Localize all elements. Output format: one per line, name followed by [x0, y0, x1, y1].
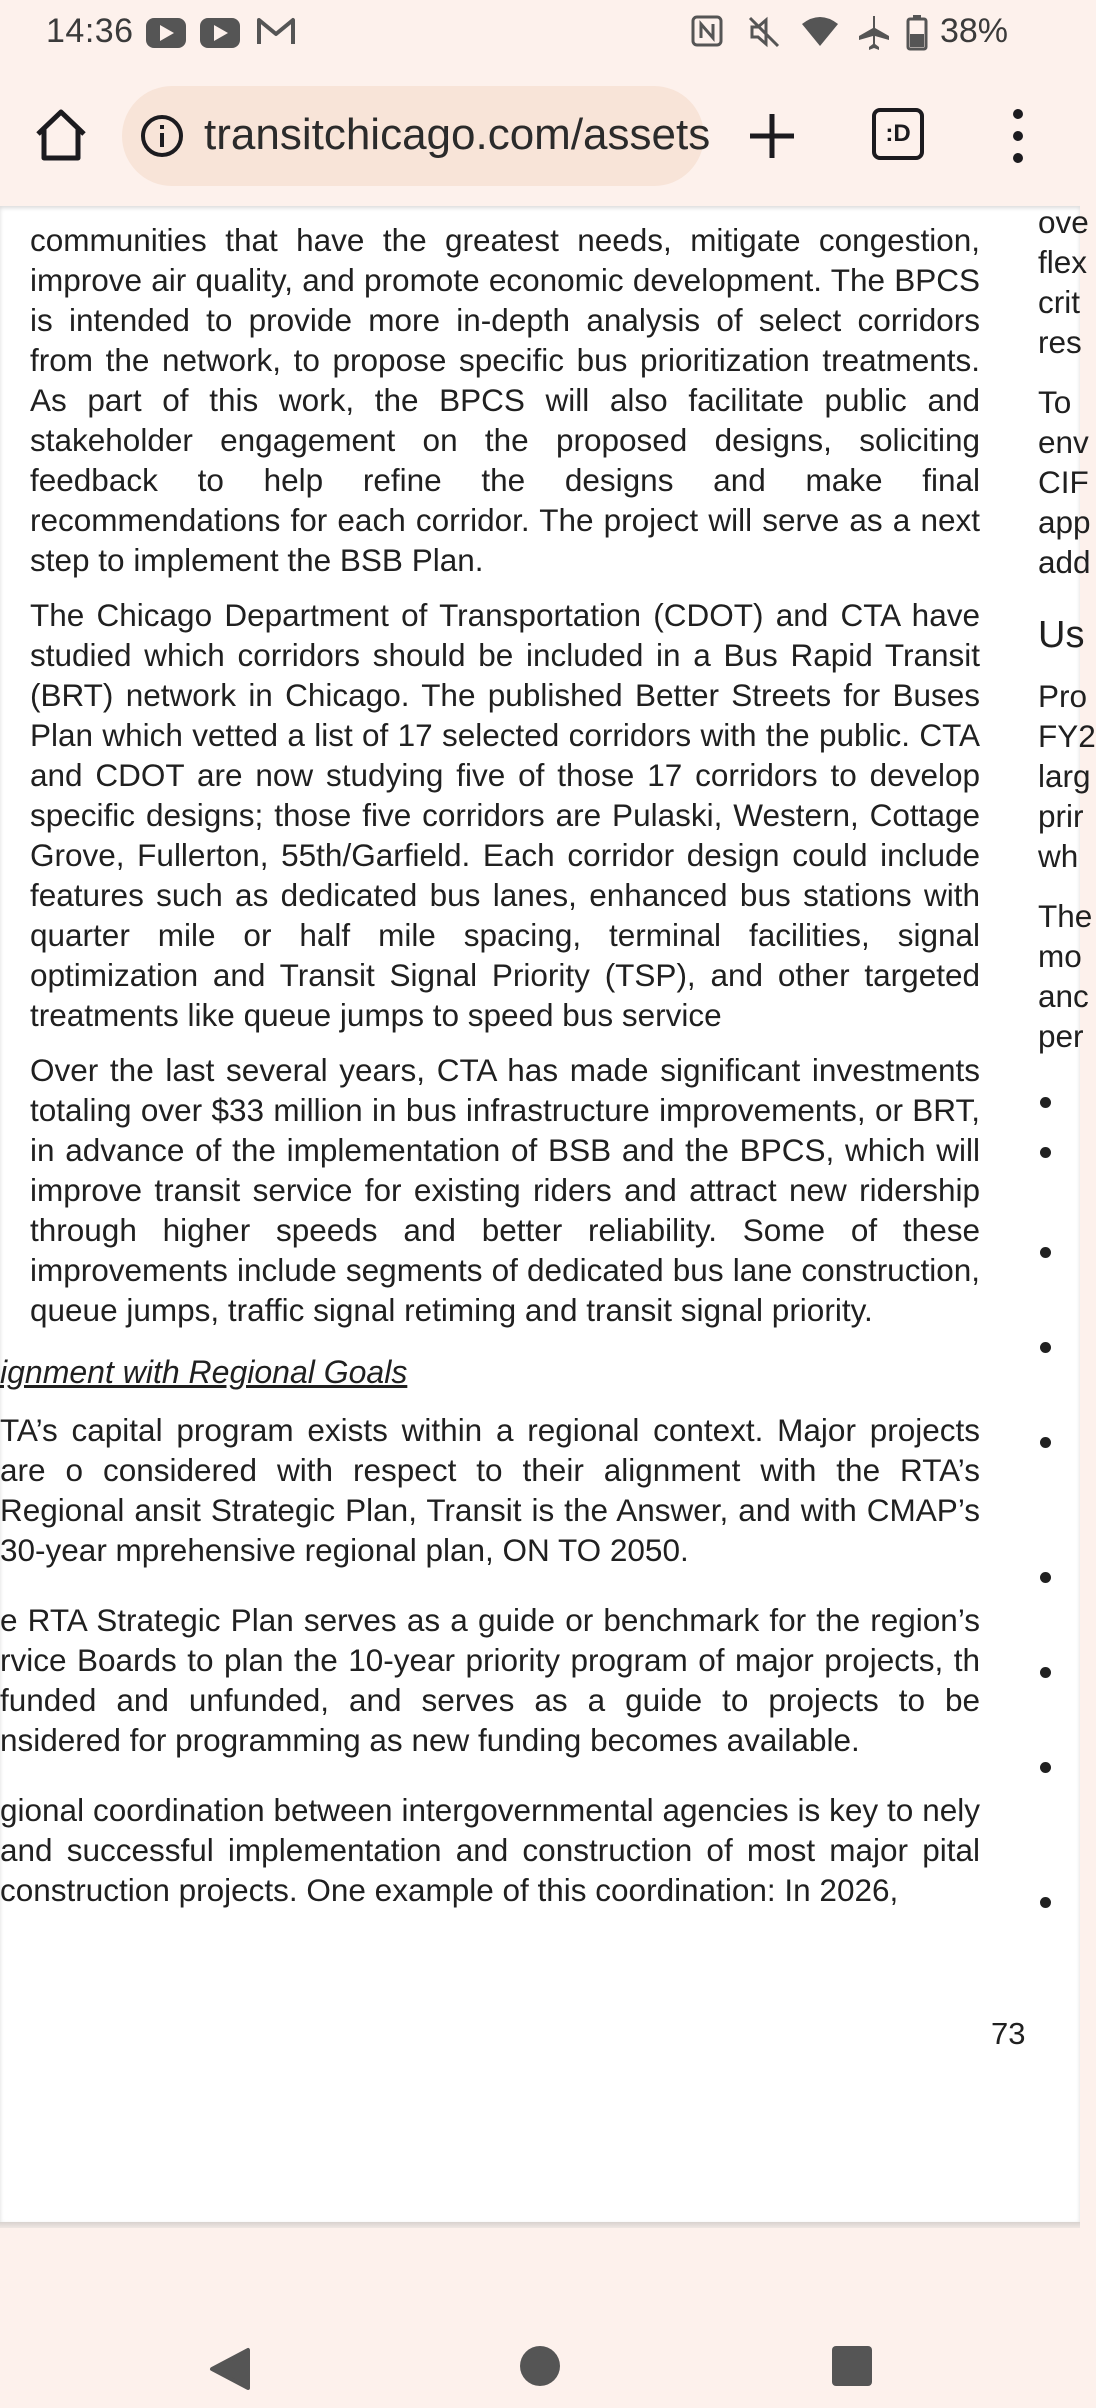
nfc-icon: [690, 14, 724, 48]
system-nav-bar: [0, 2228, 1080, 2408]
right-fragment: To: [1038, 384, 1072, 420]
bullet-dot: [1040, 1762, 1051, 1773]
more-menu-icon[interactable]: [1000, 106, 1036, 166]
right-fragment: prir: [1038, 798, 1084, 834]
right-fragment: wh: [1038, 838, 1079, 874]
right-fragment: larg: [1038, 758, 1091, 794]
right-fragment: add: [1038, 544, 1091, 580]
bullet-dot: [1040, 1147, 1051, 1158]
status-bar: [0, 0, 1080, 64]
paragraph-bpcs: communities that have the greatest needs, mitigate congestion, improve air quality, and promote economic development. The BPCS is intended to provide more in-depth analysis of select corridors from the network, to propose specific bus prioritization treatments. As part of this work, the BPCS will also facilitate public and stakeholder engagement on the proposed designs, soliciting feedback to help refine the designs and make final recommendations for each corridor. The project will serve as a next step to implement the BSB Plan.: [30, 222, 980, 578]
paragraph-coordination: gional coordination between intergovernmental agencies is key to nely and successful implementation and construction of most major pital construction projects. One example of this coordination: In 2026,: [0, 1792, 980, 1908]
paragraph-regional: TA’s capital program exists within a regional context. Major projects are o considered with respect to their alignment with the RTA’s Regional ansit Strategic Plan, Transit is the Answer, and with CMAP’s 30-year mprehensive regional plan, ON TO 2050.: [0, 1412, 980, 1568]
pdf-viewport[interactable]: [0, 204, 1096, 2222]
bullet-dot: [1040, 1247, 1051, 1258]
airplane-icon: [856, 14, 892, 50]
bullet-dot: [1040, 1097, 1051, 1108]
left-column: [30, 220, 980, 1345]
section-heading: ignment with Regional Goals: [0, 1354, 408, 1390]
wifi-icon: [800, 14, 840, 50]
right-fragment: crit: [1038, 284, 1080, 320]
battery-icon: [906, 14, 928, 50]
tab-switcher-button[interactable]: [872, 108, 924, 160]
right-fragment: per: [1038, 1018, 1084, 1054]
page-number: 73: [991, 2016, 1026, 2051]
cut-off-line: [30, 184, 980, 208]
home-nav-icon[interactable]: [520, 2346, 560, 2386]
right-fragment: CIF: [1038, 464, 1089, 500]
paragraph-strategic-plan: e RTA Strategic Plan serves as a guide or benchmark for the region’s rvice Boards to plan the 10-year priority program of major projects, th funded and unfunded, and serves as a guide to projects to be nsidered for programming as new funding becomes available.: [0, 1602, 980, 1758]
right-fragment: ove: [1038, 204, 1089, 240]
home-icon[interactable]: [30, 104, 92, 166]
bullet-dot: [1040, 1342, 1051, 1353]
new-tab-icon[interactable]: [744, 108, 800, 164]
left-column-lower: [0, 1352, 980, 1925]
right-fragment: Pro: [1038, 678, 1088, 714]
right-fragment: The: [1038, 898, 1093, 934]
right-fragment: flex: [1038, 244, 1088, 280]
battery-percent: 38%: [939, 12, 1008, 50]
bullet-dot: [1040, 1572, 1051, 1583]
right-fragment: FY2: [1038, 718, 1096, 754]
right-fragment: mo: [1038, 938, 1082, 974]
right-heading: Us: [1038, 614, 1085, 656]
right-fragment: res: [1038, 324, 1082, 360]
tab-switcher-label: :D: [885, 120, 911, 147]
back-icon[interactable]: [208, 2346, 252, 2392]
bullet-dot: [1040, 1897, 1051, 1908]
info-icon[interactable]: [140, 114, 184, 158]
recents-icon[interactable]: [832, 2346, 872, 2386]
mute-icon: [746, 14, 782, 50]
status-time: 14:36: [46, 12, 134, 50]
right-fragment: anc: [1038, 978, 1089, 1014]
right-fragment: env: [1038, 424, 1089, 460]
bullet-dot: [1040, 1437, 1051, 1448]
address-bar[interactable]: [122, 86, 711, 186]
url-text[interactable]: transitchicago.com/assets: [204, 110, 711, 159]
gmail-icon: [256, 14, 296, 48]
youtube-icon: [146, 18, 186, 48]
paragraph-cdot: The Chicago Department of Transportation (CDOT) and CTA have studied which corridors should be included in a Bus Rapid Transit (BRT) network in Chicago. The published Better Streets for Buses Plan which vetted a list of 17 selected corridors with the public. CTA and CDOT are now studying five of those 17 corridors to develop specific designs; those five corridors are Pulaski, Western, Cottage Grove, Fullerton, 55th/Garfield. Each corridor design could include features such as dedicated bus lanes, enhanced bus stations with quarter mile or half mile spacing, terminal facilities, signal optimization and Transit Signal Priority (TSP), and other targeted treatments like queue jumps to speed bus service: [30, 597, 980, 1033]
youtube-icon: [200, 18, 240, 48]
bullet-dot: [1040, 1667, 1051, 1678]
paragraph-investments: Over the last several years, CTA has made significant investments totaling over $33 million in bus infrastructure improvements, or BRT, in advance of the implementation of BSB and the BPCS, which will improve transit service for existing riders and attract new ridership through higher speeds and better reliability. Some of these improvements include segments of dedicated bus lane construction, queue jumps, traffic signal retiming and transit signal priority.: [30, 1052, 980, 1328]
right-fragment: app: [1038, 504, 1091, 540]
